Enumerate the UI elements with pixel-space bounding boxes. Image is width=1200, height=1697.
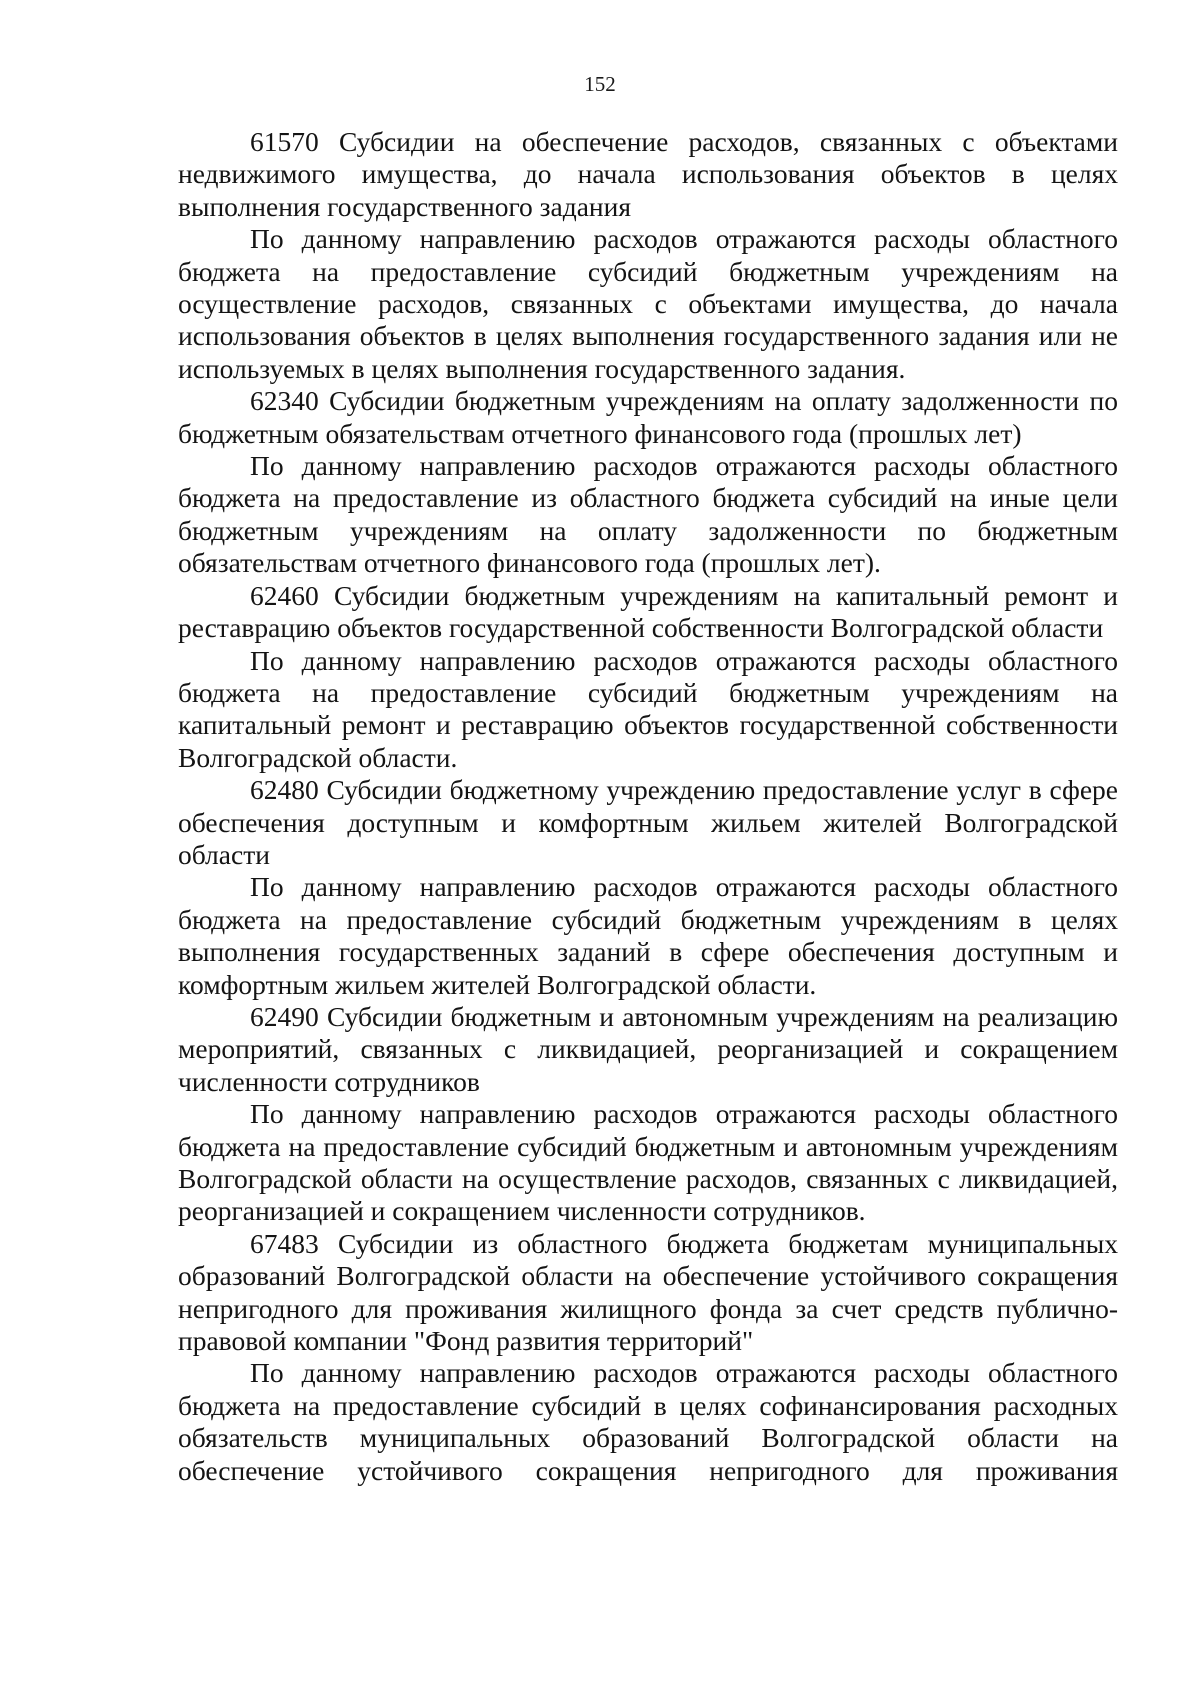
section-description-62460: По данному направлению расходов отражаются расходы областного бюджета на предоставление субсидий бюджетным учреждениям на капитальный ремонт и реставрацию объектов государственной собственности Волгоградской области. <box>178 644 1118 773</box>
section-heading-62480: 62480 Субсидии бюджетному учреждению предоставление услуг в сфере обеспечения доступным и комфортным жильем жителей Волгоградской области <box>178 774 1118 870</box>
section-description-62340: По данному направлению расходов отражаются расходы областного бюджета на предоставление из областного бюджета субсидий на иные цели бюджетным учреждениям на оплату задолженности по бюджетным обязательствам отчетного финансового года (прошлых лет). <box>178 450 1118 579</box>
section-description-62480: По данному направлению расходов отражаются расходы областного бюджета на предоставление субсидий бюджетным учреждениям в целях выполнения государственных заданий в сфере обеспечения доступным и комфортным жильем жителей Волгоградской области. <box>178 871 1118 1000</box>
document-body <box>178 126 1118 1487</box>
section-heading-61570: 61570 Субсидии на обеспечение расходов, связанных с объектами недвижимого имущества, до начала использования объектов в целях выполнения государственного задания <box>178 126 1118 222</box>
section-heading-62340: 62340 Субсидии бюджетным учреждениям на оплату задолженности по бюджетным обязательствам отчетного финансового года (прошлых лет) <box>178 385 1118 449</box>
section-description-61570: По данному направлению расходов отражаются расходы областного бюджета на предоставление субсидий бюджетным учреждениям на осуществление расходов, связанных с объектами имущества, до начала использования объектов в целях выполнения государственного задания или не используемых в целях выполнения государственного задания. <box>178 223 1118 384</box>
section-heading-62490: 62490 Субсидии бюджетным и автономным учреждениям на реализацию мероприятий, связанных с ликвидацией, реорганизацией и сокращением численности сотрудников <box>178 1000 1118 1097</box>
section-description-67483: По данному направлению расходов отражаются расходы областного бюджета на предоставление субсидий в целях софинансирования расходных обязательств муниципальных образований Волгоградской области на обеспечение устойчивого сокращения непригодного для проживания <box>178 1357 1118 1486</box>
section-description-62490: По данному направлению расходов отражаются расходы областного бюджета на предоставление субсидий бюджетным и автономным учреждениям Волгоградской области на осуществление расходов, связанных с ликвидацией, реорганизацией и сокращением численности сотрудников. <box>178 1098 1118 1227</box>
section-heading-67483: 67483 Субсидии из областного бюджета бюджетам муниципальных образований Волгоградской области на обеспечение устойчивого сокращения непригодного для проживания жилищного фонда за счет средств публично-правовой компании "Фонд развития территорий" <box>178 1227 1118 1357</box>
section-heading-62460: 62460 Субсидии бюджетным учреждениям на капитальный ремонт и реставрацию объектов государственной собственности Волгоградской области <box>178 579 1118 644</box>
page-number: 152 <box>584 72 616 96</box>
